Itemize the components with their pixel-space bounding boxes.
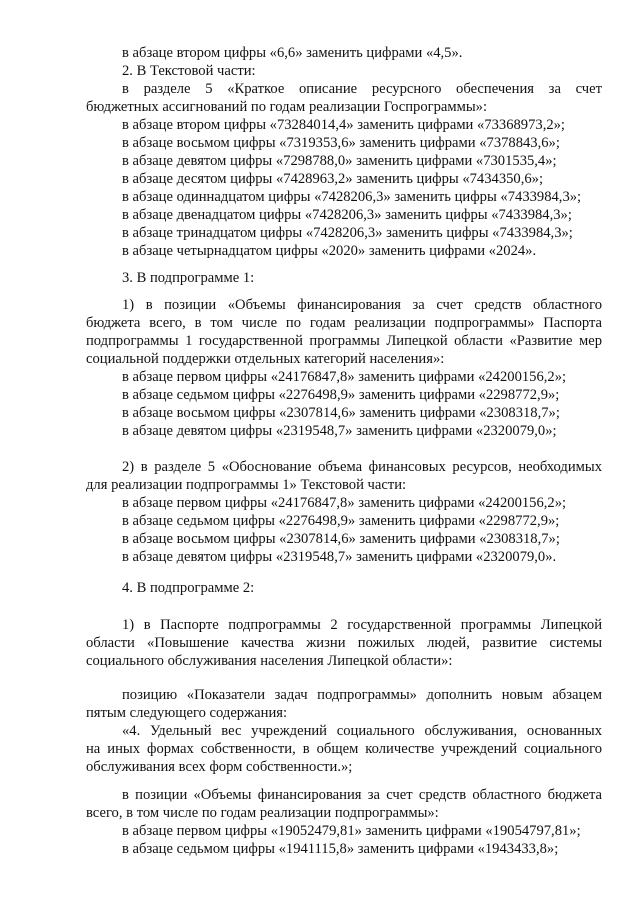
text-line: «4. Удельный вес учреждений социального обслуживания, основанных xyxy=(122,723,602,739)
list-item: в абзаце первом цифры «24176847,8» заменить цифрами «24200156,2»; xyxy=(122,369,567,385)
text-line: области «Повышение качества жизни пожилых людей, развитие системы xyxy=(86,635,602,651)
text-line: позицию «Показатели задач подпрограммы» дополнить новым абзацем xyxy=(122,687,602,703)
text-line: на иных формах собственности, в общем количестве учреждений социального xyxy=(86,741,602,757)
list-item: в абзаце седьмом цифры «1941115,8» заменить цифрами «1943433,8»; xyxy=(122,841,559,857)
text-line: пятым следующего содержания: xyxy=(86,705,288,721)
list-item: в абзаце восьмом цифры «7319353,6» заменить цифрами «7378843,6»; xyxy=(122,135,560,151)
text-line: всего, в том числе по годам реализации подпрограммы»: xyxy=(86,805,439,821)
list-item: в абзаце седьмом цифры «2276498,9» заменить цифрами «2298772,9»; xyxy=(122,387,560,403)
list-item: в абзаце тринадцатом цифры «7428206,3» заменить цифры «7433984,3»; xyxy=(122,225,573,241)
text-line: социального обслуживания населения Липецкой области»: xyxy=(86,653,453,669)
list-item: в абзаце четырнадцатом цифры «2020» заменить цифрами «2024». xyxy=(122,243,537,259)
text-line: в разделе 5 «Краткое описание ресурсного обеспечения за счет xyxy=(122,81,602,97)
text-line: в абзаце втором цифры «6,6» заменить цифрами «4,5». xyxy=(122,45,463,61)
section-heading: 3. В подпрограмме 1: xyxy=(122,270,255,286)
list-item: в абзаце двенадцатом цифры «7428206,3» заменить цифры «7433984,3»; xyxy=(122,207,572,223)
list-item: в абзаце втором цифры «73284014,4» заменить цифрами «73368973,2»; xyxy=(122,117,565,133)
list-item: в абзаце первом цифры «24176847,8» заменить цифрами «24200156,2»; xyxy=(122,495,567,511)
text-line: бюджетных ассигнований по годам реализации Госпрограммы»: xyxy=(86,99,487,115)
list-item: в абзаце восьмом цифры «2307814,6» заменить цифрами «2308318,7»; xyxy=(122,531,560,547)
text-line: подпрограммы 1 государственной программы Липецкой области «Развитие мер xyxy=(86,333,602,349)
list-item: в абзаце восьмом цифры «2307814,6» заменить цифрами «2308318,7»; xyxy=(122,405,560,421)
section-heading: 2. В Текстовой части: xyxy=(122,63,256,79)
text-line: 1) в позиции «Объемы финансирования за счет средств областного xyxy=(122,297,602,313)
text-line: 1) в Паспорте подпрограммы 2 государственной программы Липецкой xyxy=(122,617,602,633)
list-item: в абзаце девятом цифры «2319548,7» заменить цифрами «2320079,0»; xyxy=(122,423,557,439)
text-line: для реализации подпрограммы 1» Текстовой части: xyxy=(86,477,407,493)
text-line: 2) в разделе 5 «Обоснование объема финансовых ресурсов, необходимых xyxy=(122,459,602,475)
text-line: обслуживания всех форм собственности.»; xyxy=(86,759,353,775)
text-line: бюджета всего, в том числе по годам реализации подпрограммы» Паспорта xyxy=(86,315,602,331)
list-item: в абзаце первом цифры «19052479,81» заменить цифрами «19054797,81»; xyxy=(122,823,581,839)
section-heading: 4. В подпрограмме 2: xyxy=(122,580,255,596)
text-line: социальной поддержки отдельных категорий населения»: xyxy=(86,351,445,367)
list-item: в абзаце одиннадцатом цифры «7428206,3» заменить цифры «7433984,3»; xyxy=(122,189,582,205)
list-item: в абзаце седьмом цифры «2276498,9» заменить цифрами «2298772,9»; xyxy=(122,513,560,529)
list-item: в абзаце девятом цифры «7298788,0» заменить цифрами «7301535,4»; xyxy=(122,153,557,169)
text-line: в позиции «Объемы финансирования за счет средств областного бюджета xyxy=(122,787,602,803)
list-item: в абзаце десятом цифры «7428963,2» заменить цифры «7434350,6»; xyxy=(122,171,544,187)
list-item: в абзаце девятом цифры «2319548,7» заменить цифрами «2320079,0». xyxy=(122,549,557,565)
